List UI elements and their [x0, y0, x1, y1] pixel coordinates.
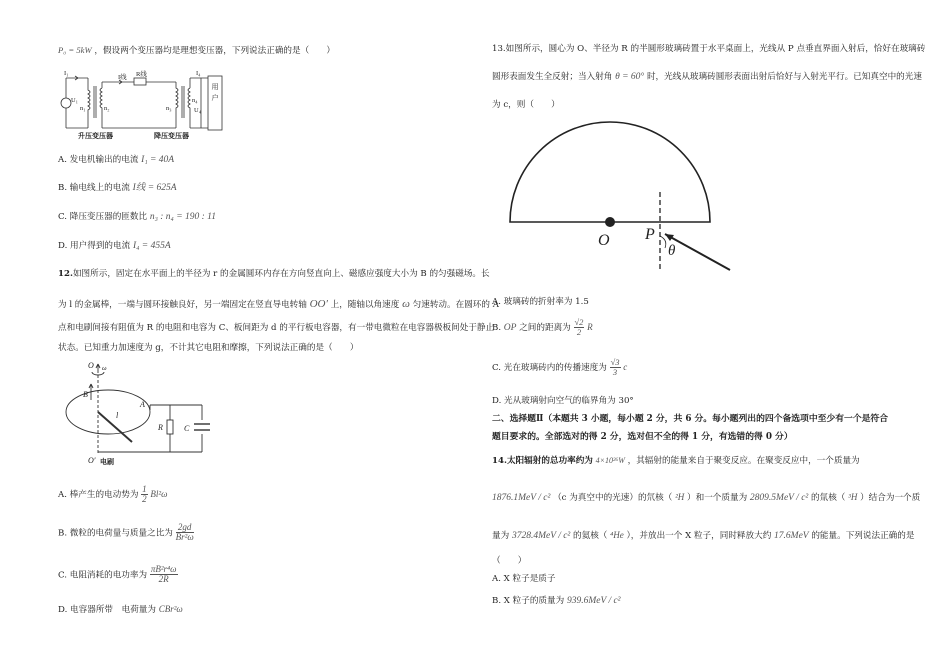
section2-line2: 题目要求的。全部选对的得 2 分，选对但不全的得 1 分，有选错的得 0 分）: [492, 432, 793, 442]
q11-intro-math: P₀ = 5kW: [58, 45, 92, 55]
q11-intro-text: ，假设两个变压器均是理想变压器，下列说法正确的是（ ）: [94, 46, 335, 56]
fig11-Rline: R线: [136, 71, 147, 78]
q12-option-b: B. 微粒的电荷量与质量之比为 $\frac{2gd}{\text{Br²ω}}$: [58, 522, 194, 543]
fig12-brush: 电刷: [100, 457, 114, 466]
fig13-theta: θ: [668, 243, 676, 259]
fig11-Iline: I线: [118, 74, 127, 81]
fig12-l: l: [116, 411, 119, 420]
fig12-omega: ω: [102, 365, 107, 372]
fig12-B: B: [83, 390, 88, 399]
q11-option-a: A. 发电机输出的电流 I₁ = 40A: [58, 155, 175, 165]
q13-center-dot: [605, 217, 615, 227]
q14-line4: （ ）: [492, 556, 527, 566]
q14-line2: 1876.1MeV / c² （c 为真空中的光速）的氘核（ ²H ）和一个质量为 2809.5MeV / c² 的氚核（ ³H ）结合为一个质: [492, 492, 921, 503]
q11-intro: [58, 45, 335, 56]
q13-semicircle-figure: [505, 118, 745, 278]
fig12-R: R: [158, 423, 163, 432]
fig11-I1: I₁: [64, 70, 69, 77]
section2-line1: 二、选择题Ⅱ（本题共 3 小题，每小题 2 分，共 6 分。每小题列出的四个备选项中至少有一个是符合: [492, 414, 889, 424]
fig13-P: P: [645, 226, 655, 243]
q12-line2: 为 l 的金属棒，一端与圆环接触良好，另一端固定在竖直导电转轴 OO′ 上，随轴以角速度 ω 匀速转动。在圆环的 A: [58, 298, 499, 310]
q14-option-b: B. X 粒子的质量为 939.6MeV / c²: [492, 596, 621, 606]
fig11-I4: I₄: [196, 70, 201, 77]
q14-line1: 14.太阳辐射的总功率约为 4×10²⁶W ，其辐射的能量来自于聚变反应。在聚变反应中，一个质量为: [492, 456, 860, 466]
q13-line2: 圆形表面发生全反射；当入射角 θ = 60° 时，光线从玻璃砖圆形表面出射后恰好与入射光平行。已知真空中的光速: [492, 72, 922, 82]
fig12-A: A: [140, 400, 145, 409]
fig11-n4: n₄: [192, 97, 198, 104]
q12-line3: 点和电刷间接有阻值为 R 的电阻和电容为 C、板间距为 d 的平行板电容器，有一带电微粒在电容器极板间处于静止: [58, 323, 495, 333]
q11-option-c: C. 降压变压器的匝数比 n₃ : n₄ = 190 : 11: [58, 212, 216, 222]
fig11-U1: U₁: [71, 97, 78, 104]
q13-line1: 13.如图所示，圆心为 O、半径为 R 的半圆形玻璃砖置于水平桌面上，光线从 P 点垂直界面入射后，恰好在玻璃砖: [492, 44, 926, 54]
fig11-step-up: 升压变压器: [78, 131, 113, 140]
q12-option-a: A. 棒产生的电动势为 $\frac{1}{2}$ Bl²ω: [58, 484, 168, 504]
fig11-n2: n₂: [104, 105, 110, 112]
q12-line1: 12.如图所示，固定在水平面上的半径为 r 的金属圆环内存在方向竖直向上、磁感应强度大小为 B 的匀强磁场。长: [58, 269, 490, 279]
q14-option-a: A. X 粒子是质子: [492, 574, 556, 584]
q11-option-b: B. 输电线上的电流 I线 = 625A: [58, 183, 177, 193]
q11-option-d: D. 用户得到的电流 I₄ = 455A: [58, 241, 171, 251]
q13-option-d: D. 光从玻璃射向空气的临界角为 30°: [492, 396, 634, 406]
fig13-O: O: [598, 232, 610, 249]
fig11-U4: U₄: [194, 107, 201, 114]
q11-transformer-figure: [58, 72, 228, 142]
fig12-O: O: [88, 361, 94, 370]
q12-option-c: C. 电阻消耗的电功率为 $\frac{\text{πB²r⁴ω}}{2R}$: [58, 564, 177, 585]
q13-option-a: A. 玻璃砖的折射率为 1.5: [492, 297, 589, 307]
fig11-user: 用户: [211, 83, 219, 102]
q12-option-d: D. 电容器所带 电荷量为 CBr²ω: [58, 604, 183, 615]
q12-line4: 状态。已知重力加速度为 g，不计其它电阻和摩擦，下列说法正确的是（ ）: [58, 343, 359, 353]
q13-option-c: C. 光在玻璃砖内的传播速度为 $\frac{√3}{3}$ c: [492, 357, 628, 377]
fig11-n1: n₁: [80, 105, 86, 112]
fig11-n3: n₃: [166, 105, 172, 112]
q13-line3: 为 c，则（ ）: [492, 100, 560, 110]
fig11-step-down: 降压变压器: [154, 131, 189, 140]
fig12-Oprime: O′: [88, 456, 96, 465]
q12-ring-figure: [58, 360, 218, 470]
q13-option-b: B. OP 之间的距离为 $\frac{√2}{2}$ R: [492, 317, 593, 337]
q14-line3: 量为 3728.4MeV / c² 的氦核（ ⁴He ），并放出一个 X 粒子，同时释放大约 17.6MeV 的能量。下列说法正确的是: [492, 530, 915, 541]
fig12-C: C: [184, 424, 190, 433]
